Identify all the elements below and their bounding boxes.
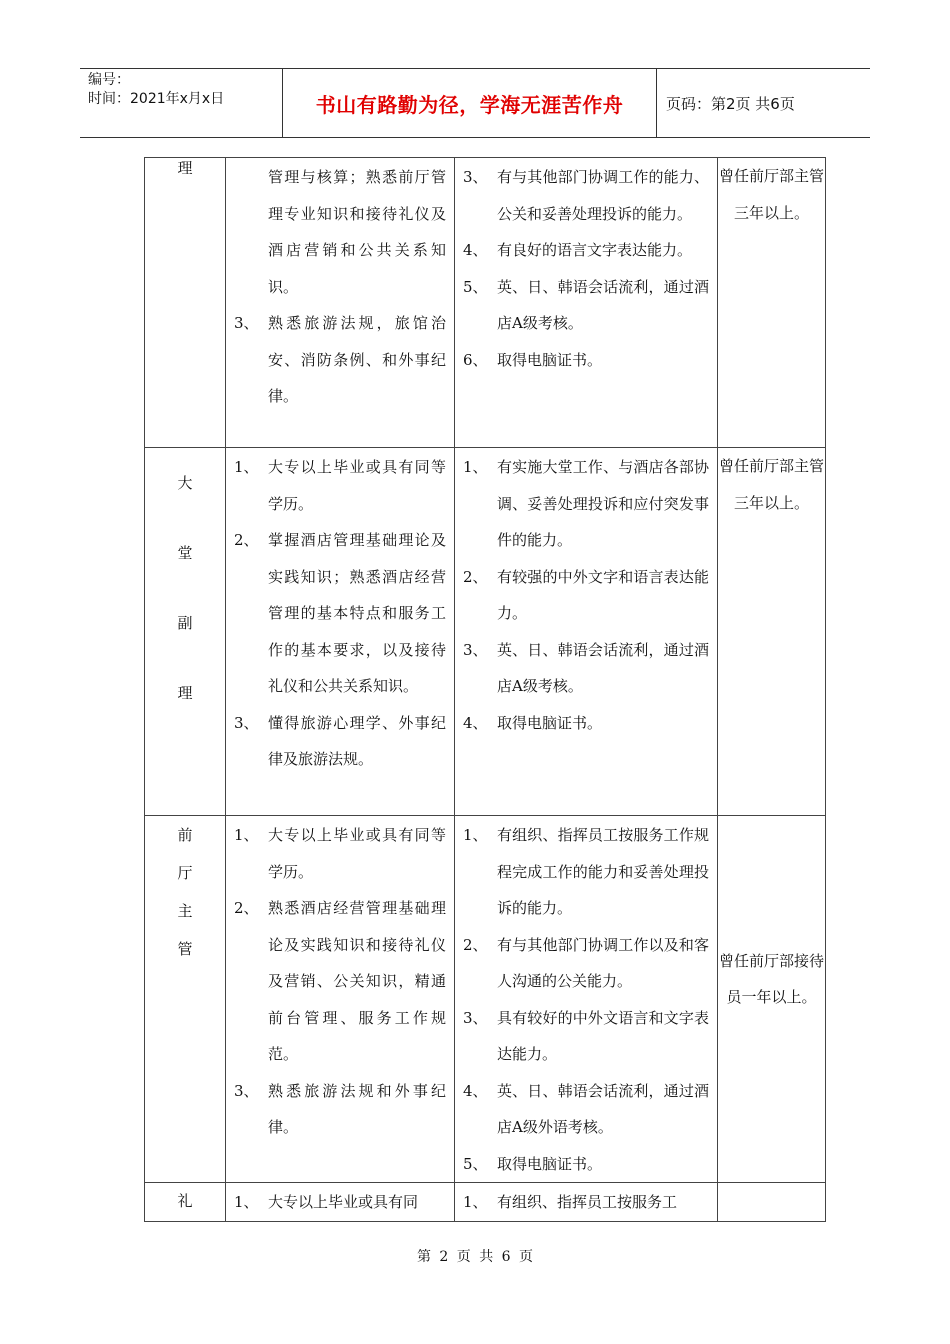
item-text: 有良好的语言文字表达能力。 [497,241,693,259]
item-text: 有与其他部门协调工作以及和客人沟通的公关能力。 [497,935,709,990]
experience-text: 曾任前厅部接待员一年以上。 [718,951,824,1006]
item-number: 2、 [463,567,488,586]
abilities-cell [455,1183,718,1222]
position-char: 厅 [177,864,193,882]
position-char: 理 [177,159,193,177]
position-cell [145,816,226,1183]
item-number: 5、 [463,277,488,296]
item-number: 4、 [463,1081,488,1100]
item-text: 具有较好的中外文语言和文字表达能力。 [497,1008,709,1063]
item-text: 懂得旅游心理学、外事纪律及旅游法规。 [268,713,446,768]
list-item [234,817,446,890]
item-number: 1、 [234,1193,259,1211]
position-cell [145,158,226,448]
page-footer: 第 2 页 共 6 页 [416,1249,534,1265]
list-item [234,705,446,778]
item-number: 3、 [234,314,259,332]
experience-text: 曾任前厅部主管三年以上。 [718,457,824,512]
item-text: 有与其他部门协调工作的能力、公关和妥善处理投诉的能力。 [497,168,709,223]
abilities-cell [455,816,718,1183]
list-item [234,1184,446,1221]
item-number: 3、 [234,713,259,732]
position-char: 主 [177,902,193,920]
position-char: 礼 [177,1192,193,1210]
position-char: 前 [177,826,193,844]
abilities-cell [455,158,718,448]
experience-cell [718,1183,826,1222]
table-row [145,158,826,448]
item-text: 英、日、韩语会话流利，通过酒店A级外语考核。 [497,1081,709,1136]
document-number-label: 编号： [88,72,130,88]
list-item [463,927,709,1000]
item-number: 1、 [463,458,488,476]
item-number: 1、 [234,458,259,476]
item-text: 大专以上毕业或具有同 [268,1193,419,1211]
list-item [234,449,446,522]
position-cell [145,1183,226,1222]
list-item [234,522,446,705]
item-text: 英、日、韩语会话流利，通过酒店A级考核。 [497,640,709,695]
item-number: 2、 [234,531,259,549]
requirements-cell [226,448,455,816]
list-item [234,159,446,305]
document-time-label: 时间：2021年x月x日 [88,91,225,107]
header-left [80,69,282,137]
item-number: 3、 [463,640,488,659]
item-text: 有较强的中外文字和语言表达能力。 [497,567,709,622]
list-item [463,705,709,742]
list-item [463,342,709,379]
list-item [463,449,709,559]
header-motto: 书山有路勤为径，学海无涯苦作舟 [282,69,657,137]
item-number: 6、 [463,350,488,369]
list-item [234,305,446,415]
page-header [80,68,870,138]
list-item [463,817,709,927]
experience-cell [718,158,826,448]
table-row [145,1183,826,1222]
position-char: 理 [177,684,193,702]
table-row [145,816,826,1183]
item-text: 管理与核算；熟悉前厅管理专业知识和接待礼仪及酒店营销和公共关系知识。 [268,168,446,296]
item-text: 有组织、指挥员工按服务工作规程完成工作的能力和妥善处理投诉的能力。 [497,826,709,917]
position-cell [145,448,226,816]
item-text: 取得电脑证书。 [497,350,603,369]
position-char: 副 [177,614,193,632]
requirements-cell [226,1183,455,1222]
list-item [463,1184,709,1221]
item-text: 有组织、指挥员工按服务工 [497,1193,678,1211]
position-char: 管 [177,940,193,958]
item-text: 英、日、韩语会话流利，通过酒店A级考核。 [497,277,709,332]
item-number: 3、 [463,1008,488,1027]
list-item [234,890,446,1073]
item-text: 熟悉酒店经营管理基础理论及实践知识和接待礼仪及营销、公关知识，精通前台管理、服务工作规范。 [268,899,446,1063]
item-number: 1、 [234,826,259,844]
list-item [463,232,709,269]
item-text: 熟悉旅游法规，旅馆治安、消防条例、和外事纪律。 [268,314,446,405]
position-char: 大 [177,474,193,492]
header-page-info: 页码：第2页 共6页 [666,94,795,113]
experience-cell [718,448,826,816]
list-item [463,159,709,232]
item-number: 2、 [463,935,488,954]
requirements-cell [226,158,455,448]
list-item [463,269,709,342]
item-text: 掌握酒店管理基础理论及实践知识；熟悉酒店经营管理的基本特点和服务工作的基本要求，以及接待礼仪和公共关系知识。 [268,531,446,695]
list-item [463,1073,709,1146]
item-number: 4、 [463,713,488,732]
list-item [463,1146,709,1183]
item-text: 取得电脑证书。 [497,713,603,732]
requirements-cell [226,816,455,1183]
item-number: 3、 [234,1081,259,1100]
list-item [463,559,709,632]
table-row [145,448,826,816]
item-number: 3、 [463,168,488,186]
list-item [463,1000,709,1073]
item-number: 5、 [463,1154,488,1173]
position-char: 堂 [177,544,193,562]
item-number: 1、 [463,826,488,844]
item-text: 有实施大堂工作、与酒店各部协调、妥善处理投诉和应付突发事件的能力。 [497,458,709,549]
job-requirements-table [144,157,826,1222]
list-item [463,632,709,705]
experience-text: 曾任前厅部主管三年以上。 [718,167,824,222]
item-number: 2、 [234,899,259,917]
item-number: 4、 [463,241,488,259]
item-text: 大专以上毕业或具有同等学历。 [268,458,446,513]
item-text: 大专以上毕业或具有同等学历。 [268,826,446,881]
item-text: 熟悉旅游法规和外事纪律。 [268,1081,446,1136]
abilities-cell [455,448,718,816]
experience-cell [718,816,826,1183]
item-number: 1、 [463,1193,488,1211]
item-number [234,159,268,305]
item-text: 取得电脑证书。 [497,1154,603,1173]
list-item [234,1073,446,1146]
